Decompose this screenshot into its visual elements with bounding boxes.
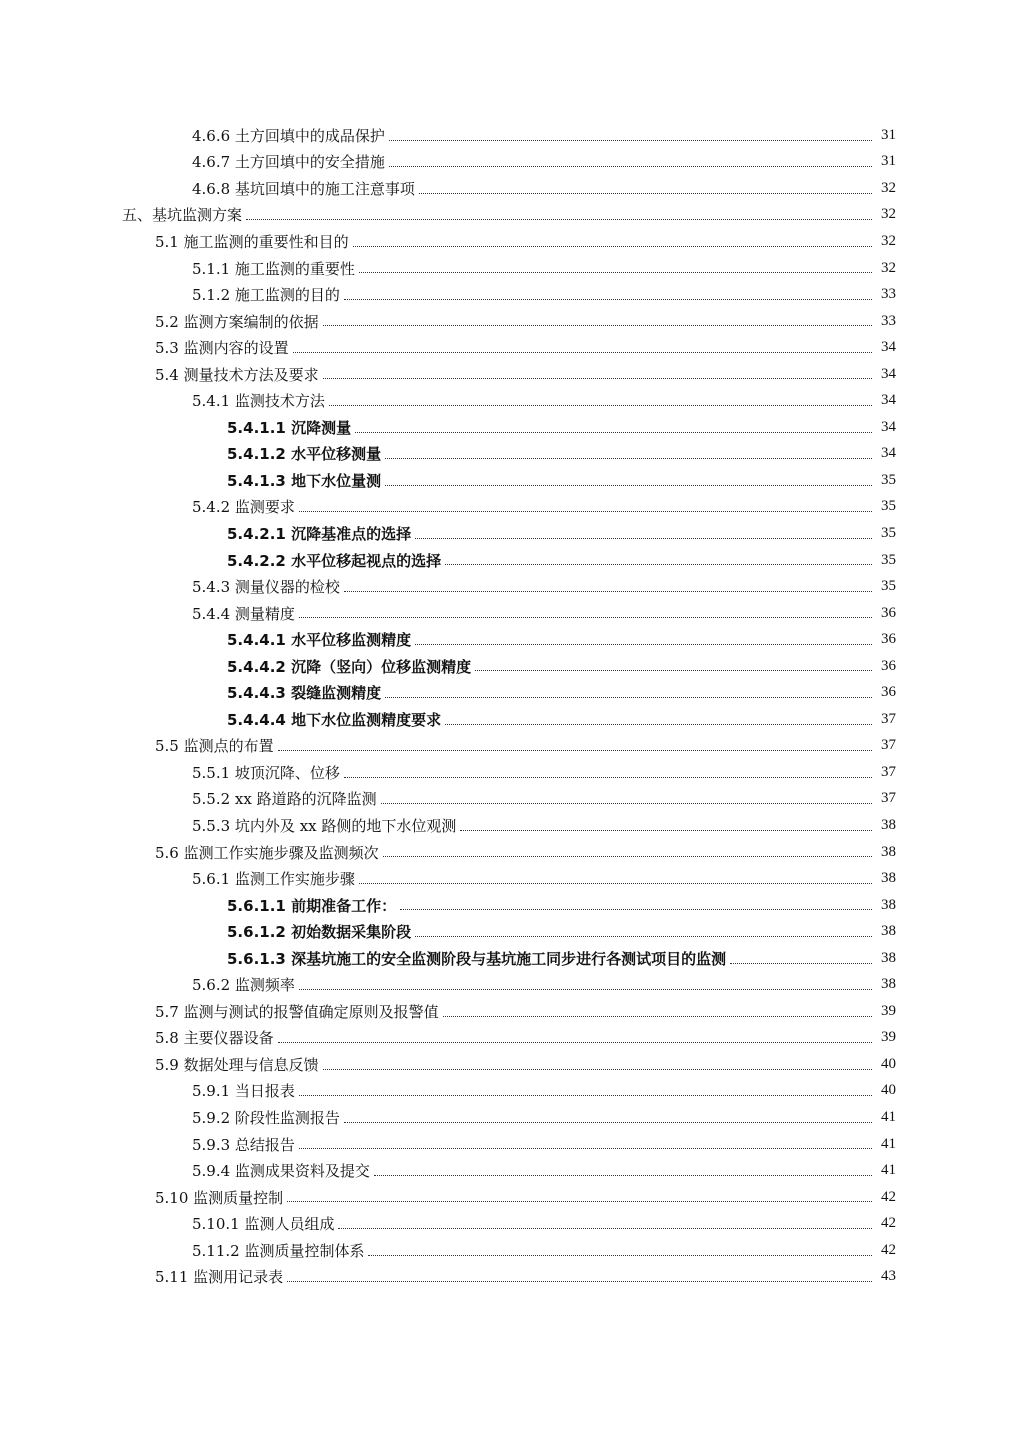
toc-entry-title: 5.6 监测工作实施步骤及监测频次 xyxy=(155,843,379,862)
dot-leader xyxy=(344,1121,872,1123)
toc-entry-title: 5.11 监测用记录表 xyxy=(155,1268,284,1287)
toc-entry-title: 5.4.1 监测技术方法 xyxy=(192,392,325,411)
toc-entry[interactable] xyxy=(0,494,1012,521)
toc-entry[interactable] xyxy=(0,759,1012,786)
toc-entry-page-number: 36 xyxy=(881,657,896,674)
dot-leader xyxy=(385,484,872,486)
toc-entry[interactable] xyxy=(0,414,1012,441)
toc-entry-page-number: 42 xyxy=(881,1241,896,1258)
toc-entry[interactable] xyxy=(0,334,1012,361)
dot-leader xyxy=(368,1254,872,1256)
toc-entry[interactable] xyxy=(0,600,1012,627)
toc-entry-page-number: 31 xyxy=(881,126,896,143)
toc-entry-title: 5.6.1.3 深基坑施工的安全监测阶段与基坑施工同步进行各测试项目的监测 xyxy=(227,949,727,968)
toc-entry[interactable] xyxy=(0,1157,1012,1184)
toc-entry-title: 5.1.2 施工监测的目的 xyxy=(192,286,340,305)
dot-leader xyxy=(419,192,872,194)
dot-leader xyxy=(445,723,872,725)
toc-entry[interactable] xyxy=(0,786,1012,813)
toc-entry[interactable] xyxy=(0,255,1012,282)
toc-entry-page-number: 42 xyxy=(881,1215,896,1232)
toc-entry-title: 5.4.4.4 地下水位监测精度要求 xyxy=(227,710,442,729)
dot-leader xyxy=(323,1068,872,1070)
dot-leader xyxy=(389,139,872,141)
dot-leader xyxy=(353,245,872,247)
toc-entry-title: 5.9.1 当日报表 xyxy=(192,1082,295,1101)
toc-entry[interactable] xyxy=(0,972,1012,999)
toc-entry-page-number: 38 xyxy=(881,976,896,993)
dot-leader xyxy=(299,1094,872,1096)
dot-leader xyxy=(338,1227,872,1229)
toc-entry[interactable] xyxy=(0,1051,1012,1078)
toc-entry[interactable] xyxy=(0,733,1012,760)
toc-entry-page-number: 42 xyxy=(881,1188,896,1205)
toc-entry-title: 5.9.4 监测成果资料及提交 xyxy=(192,1162,370,1181)
toc-entry-title: 5.5.1 坡顶沉降、位移 xyxy=(192,763,340,782)
toc-entry[interactable] xyxy=(0,149,1012,176)
toc-entry-title: 5.6.1.1 前期准备工作： xyxy=(227,896,397,915)
toc-entry-page-number: 38 xyxy=(881,870,896,887)
toc-entry-title: 5.5.2 xx 路道路的沉降监测 xyxy=(192,790,377,809)
toc-entry[interactable] xyxy=(0,839,1012,866)
toc-entry-title: 5.4.2.1 沉降基准点的选择 xyxy=(227,524,412,543)
toc-entry[interactable] xyxy=(0,1237,1012,1264)
toc-entry-page-number: 31 xyxy=(881,153,896,170)
toc-entry-page-number: 39 xyxy=(881,1029,896,1046)
toc-entry[interactable] xyxy=(0,175,1012,202)
toc-entry-title: 4.6.7 土方回填中的安全措施 xyxy=(192,153,385,172)
toc-entry-page-number: 40 xyxy=(881,1055,896,1072)
toc-entry-title: 5.4.2 监测要求 xyxy=(192,498,295,517)
dot-leader xyxy=(415,643,872,645)
toc-entry[interactable] xyxy=(0,1078,1012,1105)
toc-entry[interactable] xyxy=(0,1104,1012,1131)
dot-leader xyxy=(415,935,872,937)
toc-entry-page-number: 32 xyxy=(881,259,896,276)
toc-entry-title: 5.8 主要仪器设备 xyxy=(155,1029,274,1048)
dot-leader xyxy=(344,298,872,300)
toc-entry-page-number: 35 xyxy=(881,551,896,568)
toc-entry[interactable] xyxy=(0,945,1012,972)
toc-entry-title: 5.6.2 监测频率 xyxy=(192,976,295,995)
toc-entry-title: 5.7 监测与测试的报警值确定原则及报警值 xyxy=(155,1002,439,1021)
dot-leader xyxy=(355,431,872,433)
toc-entry-page-number: 32 xyxy=(881,232,896,249)
dot-leader xyxy=(344,776,872,778)
toc-entry-page-number: 41 xyxy=(881,1135,896,1152)
dot-leader xyxy=(278,1041,872,1043)
toc-entry-title: 5.4.4.1 水平位移监测精度 xyxy=(227,631,412,650)
toc-entry-title: 五、基坑监测方案 xyxy=(122,206,243,225)
dot-leader xyxy=(299,1147,872,1149)
toc-entry[interactable] xyxy=(0,892,1012,919)
toc-entry-title: 5.1.1 施工监测的重要性 xyxy=(192,259,355,278)
toc-entry-title: 5.4 测量技术方法及要求 xyxy=(155,365,319,384)
dot-leader xyxy=(359,271,872,273)
toc-entry-title: 5.1 施工监测的重要性和目的 xyxy=(155,232,349,251)
toc-entry-page-number: 35 xyxy=(881,471,896,488)
toc-entry-page-number: 32 xyxy=(881,179,896,196)
toc-entry[interactable] xyxy=(0,467,1012,494)
toc-entry[interactable] xyxy=(0,626,1012,653)
toc-entry-title: 5.4.1.3 地下水位量测 xyxy=(227,471,382,490)
toc-entry-page-number: 37 xyxy=(881,763,896,780)
dot-leader xyxy=(475,669,872,671)
dot-leader xyxy=(389,165,872,167)
dot-leader xyxy=(730,962,872,964)
toc-entry-title: 5.4.3 测量仪器的检校 xyxy=(192,578,340,597)
toc-entry[interactable] xyxy=(0,1184,1012,1211)
toc-entry-page-number: 33 xyxy=(881,286,896,303)
toc-entry-page-number: 38 xyxy=(881,923,896,940)
toc-entry-page-number: 38 xyxy=(881,843,896,860)
dot-leader xyxy=(323,324,872,326)
toc-entry-page-number: 38 xyxy=(881,896,896,913)
toc-entry-page-number: 39 xyxy=(881,1002,896,1019)
dot-leader xyxy=(383,855,872,857)
toc-entry[interactable] xyxy=(0,122,1012,149)
toc-entry-title: 5.4.4 测量精度 xyxy=(192,604,295,623)
dot-leader xyxy=(299,988,872,990)
toc-entry-page-number: 35 xyxy=(881,498,896,515)
toc-entry-page-number: 34 xyxy=(881,418,896,435)
toc-entry[interactable] xyxy=(0,573,1012,600)
toc-entry-page-number: 36 xyxy=(881,604,896,621)
toc-entry[interactable] xyxy=(0,387,1012,414)
toc-entry-title: 5.5 监测点的布置 xyxy=(155,737,274,756)
dot-leader xyxy=(400,908,872,910)
toc-entry-page-number: 43 xyxy=(881,1268,896,1285)
toc-entry-page-number: 38 xyxy=(881,949,896,966)
toc-entry-page-number: 34 xyxy=(881,365,896,382)
toc-entry-page-number: 38 xyxy=(881,816,896,833)
toc-entry-title: 5.6.1 监测工作实施步骤 xyxy=(192,870,355,889)
toc-entry[interactable] xyxy=(0,1210,1012,1237)
toc-entry[interactable] xyxy=(0,1264,1012,1291)
toc-entry-title: 4.6.6 土方回填中的成品保护 xyxy=(192,126,385,145)
dot-leader xyxy=(287,1200,872,1202)
toc-entry[interactable] xyxy=(0,202,1012,229)
toc-entry-title: 5.4.1.2 水平位移测量 xyxy=(227,445,382,464)
toc-entry[interactable] xyxy=(0,653,1012,680)
toc-entry[interactable] xyxy=(0,520,1012,547)
toc-entry-page-number: 37 xyxy=(881,790,896,807)
toc-entry[interactable] xyxy=(0,865,1012,892)
dot-leader xyxy=(445,563,872,565)
toc-entry-title: 5.2 监测方案编制的依据 xyxy=(155,312,319,331)
dot-leader xyxy=(359,882,872,884)
toc-entry-title: 5.9.2 阶段性监测报告 xyxy=(192,1109,340,1127)
toc-entry-title: 5.5.3 坑内外及 xx 路侧的地下水位观测 xyxy=(192,816,457,835)
toc-entry[interactable] xyxy=(0,812,1012,839)
toc-entry-title: 5.4.4.3 裂缝监测精度 xyxy=(227,684,382,703)
toc-entry[interactable] xyxy=(0,679,1012,706)
toc-entry-title: 5.4.2.2 水平位移起视点的选择 xyxy=(227,551,442,570)
toc-entry-title: 5.10 监测质量控制 xyxy=(155,1188,284,1207)
toc-entry[interactable] xyxy=(0,281,1012,308)
toc-entry[interactable] xyxy=(0,228,1012,255)
dot-leader xyxy=(385,696,872,698)
toc-entry[interactable] xyxy=(0,361,1012,388)
toc-entry-page-number: 34 xyxy=(881,392,896,409)
table-of-contents xyxy=(0,122,1012,1290)
toc-entry[interactable] xyxy=(0,1131,1012,1158)
toc-entry[interactable] xyxy=(0,998,1012,1025)
toc-entry-page-number: 41 xyxy=(881,1162,896,1179)
toc-entry[interactable] xyxy=(0,308,1012,335)
dot-leader xyxy=(374,1174,872,1176)
toc-entry-title: 5.6.1.2 初始数据采集阶段 xyxy=(227,923,412,942)
toc-entry-page-number: 34 xyxy=(881,339,896,356)
dot-leader xyxy=(246,218,872,220)
toc-entry-page-number: 37 xyxy=(881,710,896,727)
toc-entry-page-number: 36 xyxy=(881,684,896,701)
toc-entry-page-number: 33 xyxy=(881,312,896,329)
dot-leader xyxy=(329,404,872,406)
dot-leader xyxy=(415,537,872,539)
toc-entry-page-number: 35 xyxy=(881,524,896,541)
toc-entry[interactable] xyxy=(0,441,1012,468)
toc-entry-title: 4.6.8 基坑回填中的施工注意事项 xyxy=(192,179,415,198)
toc-entry-page-number: 41 xyxy=(881,1109,896,1125)
toc-entry-page-number: 36 xyxy=(881,631,896,648)
toc-entry-title: 5.10.1 监测人员组成 xyxy=(192,1215,335,1234)
dot-leader xyxy=(381,802,872,804)
toc-entry-page-number: 35 xyxy=(881,578,896,595)
dot-leader xyxy=(385,457,872,459)
toc-entry-title: 5.3 监测内容的设置 xyxy=(155,339,289,358)
toc-entry-page-number: 40 xyxy=(881,1082,896,1099)
dot-leader xyxy=(344,590,872,592)
toc-entry-page-number: 34 xyxy=(881,445,896,462)
dot-leader xyxy=(299,616,872,618)
dot-leader xyxy=(443,1015,872,1017)
toc-entry[interactable] xyxy=(0,918,1012,945)
dot-leader xyxy=(278,749,872,751)
dot-leader xyxy=(299,510,872,512)
toc-entry-title: 5.11.2 监测质量控制体系 xyxy=(192,1241,365,1260)
toc-entry[interactable] xyxy=(0,706,1012,733)
toc-entry-title: 5.9 数据处理与信息反馈 xyxy=(155,1055,319,1074)
dot-leader xyxy=(287,1280,872,1282)
dot-leader xyxy=(460,829,872,831)
toc-entry-page-number: 37 xyxy=(881,737,896,754)
dot-leader xyxy=(293,351,872,353)
toc-entry-title: 5.9.3 总结报告 xyxy=(192,1135,295,1154)
toc-entry-title: 5.4.1.1 沉降测量 xyxy=(227,418,352,437)
toc-entry[interactable] xyxy=(0,1025,1012,1052)
toc-entry[interactable] xyxy=(0,547,1012,574)
toc-entry-title: 5.4.4.2 沉降（竖向）位移监测精度 xyxy=(227,657,472,676)
dot-leader xyxy=(323,377,872,379)
toc-entry-page-number: 32 xyxy=(881,206,896,223)
